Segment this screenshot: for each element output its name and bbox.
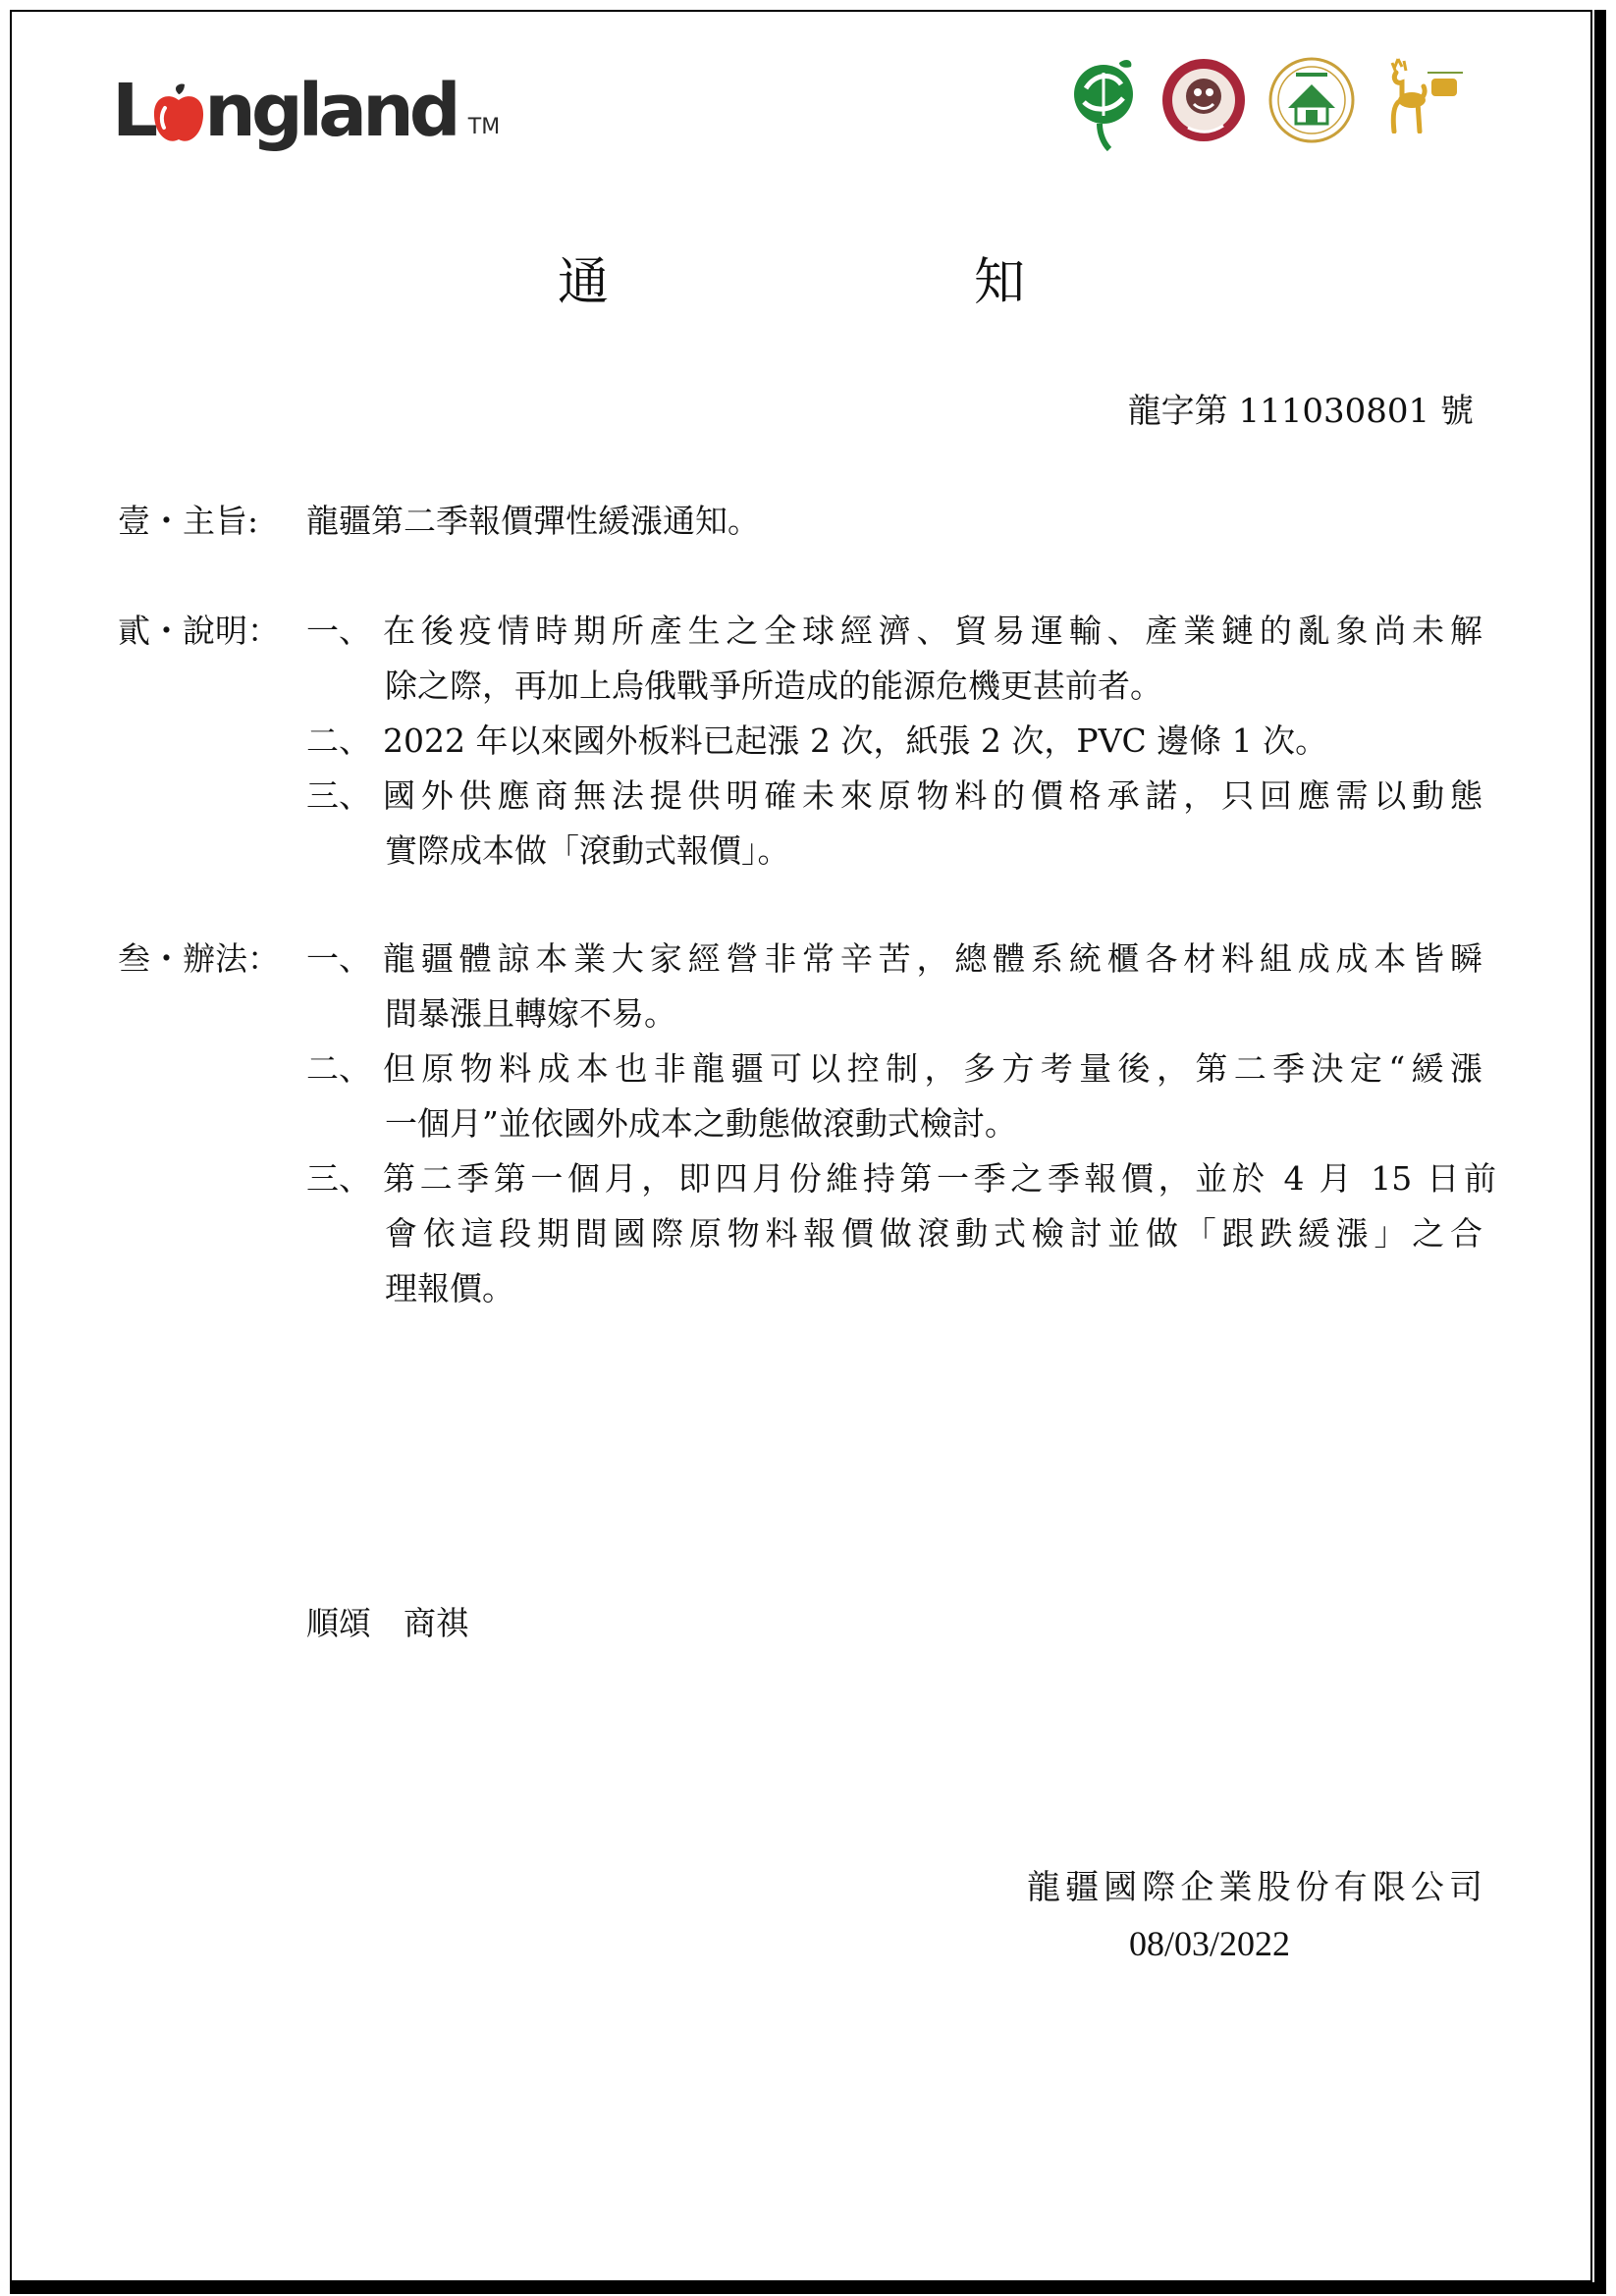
explanation-label: 貳・說明： <box>118 612 280 650</box>
apple-icon <box>151 82 206 147</box>
trademark-mark: TM <box>467 115 501 139</box>
method-item-3-line2: 會依這段期間國際原物料報價做滾動式檢討並做「跟跌緩漲」之合 <box>385 1214 1482 1253</box>
subject-text: 龍疆第二季報價彈性緩漲通知。 <box>306 502 760 540</box>
explanation-item-3-line2: 實際成本做「滾動式報價」。 <box>385 831 790 870</box>
explanation-item-1-num: 一、 <box>306 612 371 650</box>
closing-salutation: 順頌 商祺 <box>306 1604 468 1642</box>
green-mark-icon <box>1070 55 1137 151</box>
explanation-item-2-line1: 2022 年以來國外板料已起漲 2 次，紙張 2 次，PVC 邊條 1 次。 <box>383 721 1328 760</box>
logo-letter-l: L <box>112 69 154 153</box>
method-item-1-line2: 間暴漲且轉嫁不易。 <box>385 994 676 1033</box>
method-item-3-num: 三、 <box>306 1159 371 1198</box>
page-shadow-bottom <box>10 2282 1606 2294</box>
antibacterial-seal-icon <box>1160 57 1247 143</box>
explanation-item-3-num: 三、 <box>306 776 371 815</box>
document-title: 通 知 <box>557 253 1182 312</box>
green-building-material-seal-icon <box>1266 57 1357 143</box>
subject-label: 壹・主旨: <box>118 502 259 540</box>
page-shadow-right <box>1594 10 1606 2286</box>
explanation-item-3-line1: 國外供應商無法提供明確未來原物料的價格承諾，只回應需以動態 <box>383 776 1482 815</box>
method-label: 叁・辦法： <box>118 939 280 978</box>
method-item-3-line3: 理報價。 <box>385 1269 514 1308</box>
explanation-item-1-line2: 除之際，再加上烏俄戰爭所造成的能源危機更甚前者。 <box>385 667 1162 705</box>
method-item-2-num: 二、 <box>306 1049 371 1088</box>
method-item-2-line2: 一個月”並依國外成本之動態做滾動式檢討。 <box>385 1104 1017 1143</box>
method-item-1-num: 一、 <box>306 939 371 978</box>
eo-deer-mark-icon <box>1374 57 1469 133</box>
logo-wordmark: ngland <box>204 69 457 153</box>
company-name: 龍疆國際企業股份有限公司 <box>1027 1868 1482 1907</box>
document-page <box>10 10 1592 2282</box>
document-date: 08/03/2022 <box>1129 1924 1291 1963</box>
explanation-item-2-num: 二、 <box>306 721 371 760</box>
longland-logo <box>112 59 501 153</box>
method-item-1-line1: 龍疆體諒本業大家經營非常辛苦，總體系統櫃各材料組成成本皆瞬 <box>383 939 1482 978</box>
method-item-3-line1: 第二季第一個月，即四月份維持第一季之季報價，並於 4 月 15 日前 <box>383 1159 1496 1198</box>
document-number: 龍字第 111030801 號 <box>1127 392 1474 431</box>
explanation-item-1-line1: 在後疫情時期所產生之全球經濟、貿易運輸、產業鏈的亂象尚未解 <box>383 612 1482 650</box>
method-item-2-line1: 但原物料成本也非龍疆可以控制，多方考量後，第二季決定“緩漲 <box>383 1049 1482 1088</box>
